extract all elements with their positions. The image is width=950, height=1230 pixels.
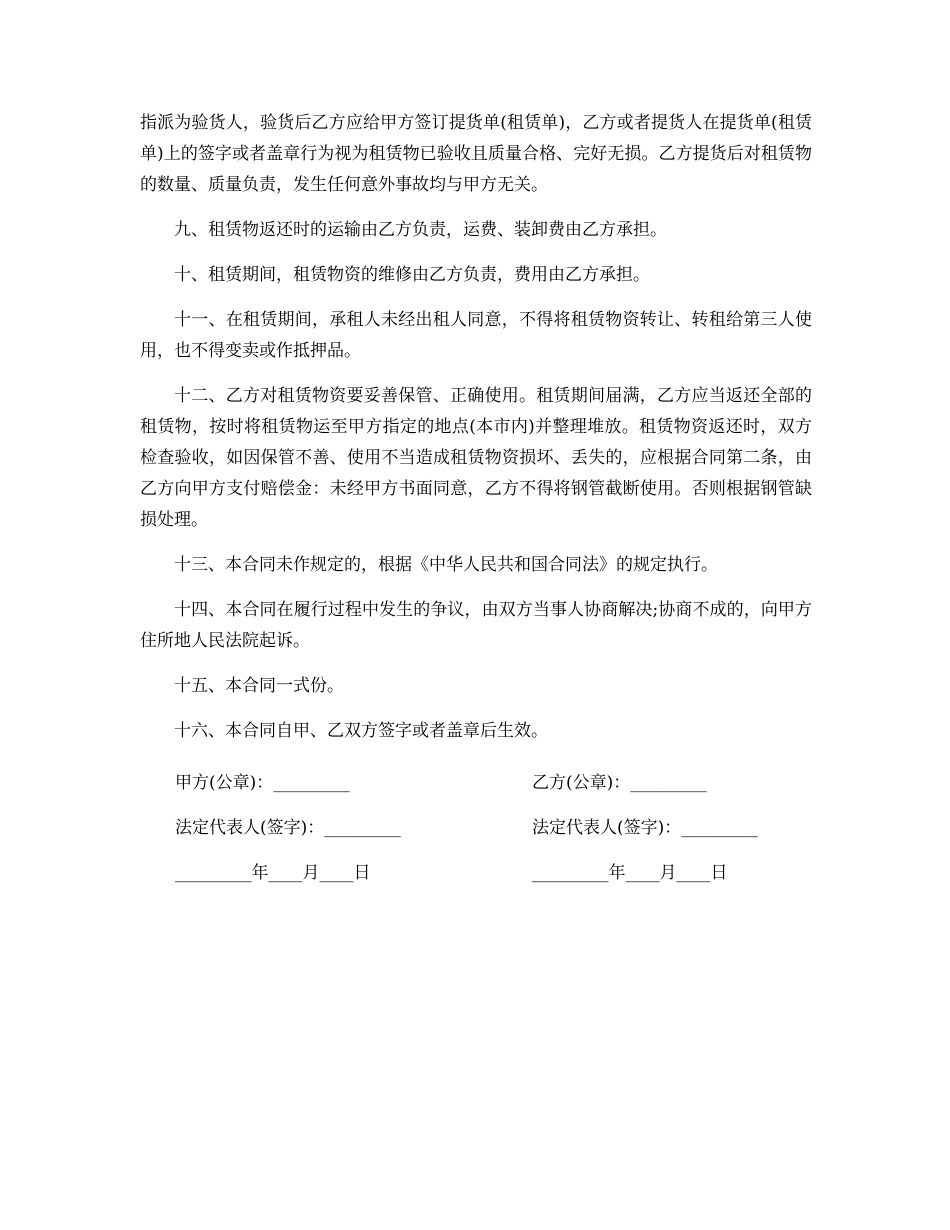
paragraph-inspection: 指派为验货人，验货后乙方应给甲方签订提货单(租赁单)，乙方或者提货人在提货单(租赁单)上的签字或者盖章行为视为租赁物已验收且质量合格、完好无损。乙方提货后对租赁物的数量、质量负责，发生任何意外事故均与甲方无关。 [140, 113, 812, 195]
signature-block [175, 768, 815, 903]
paragraph-clause-11: 十一、在租赁期间，承租人未经出租人同意，不得将租赁物资转让、转租给第三人使用，也不得变卖或作抵押品。 [140, 310, 812, 361]
paragraph-clause-16: 十六、本合同自甲、乙双方签字或者盖章后生效。 [174, 721, 548, 741]
party-a-representative-field: 法定代表人(签字)：_________ [175, 818, 401, 838]
party-b-seal-field: 乙方(公章)：_________ [532, 773, 707, 793]
paragraph-clause-9: 九、租赁物返还时的运输由乙方负责，运费、装卸费由乙方承担。 [174, 220, 667, 240]
paragraph-clause-10: 十、租赁期间，租赁物资的维修由乙方负责，费用由乙方承担。 [174, 265, 650, 285]
party-a-seal-field: 甲方(公章)：_________ [175, 773, 350, 793]
party-a-date-field: _________年____月____日 [175, 863, 371, 883]
party-b-date-field: _________年____月____日 [532, 863, 728, 883]
paragraph-clause-12: 十二、乙方对租赁物资要妥善保管、正确使用。租赁期间届满，乙方应当返还全部的租赁物，按时将租赁物运至甲方指定的地点(本市内)并整理堆放。租赁物资返还时，双方检查验收，如因保管不善、使用不当造成租赁物资损坏、丢失的，应根据合同第二条，由乙方向甲方支付赔偿金：未经甲方书面同意，乙方不得将钢管截断使用。否则根据钢管缺损处理。 [140, 386, 812, 530]
paragraph-clause-13: 十三、本合同未作规定的，根据《中华人民共和国合同法》的规定执行。 [174, 555, 718, 575]
paragraph-clause-14: 十四、本合同在履行过程中发生的争议，由双方当事人协商解决;协商不成的，向甲方住所地人民法院起诉。 [140, 600, 812, 651]
party-b-representative-field: 法定代表人(签字)：_________ [532, 818, 758, 838]
seal-row [175, 768, 815, 813]
contract-body [140, 108, 812, 761]
date-row [175, 858, 815, 903]
representative-row [175, 813, 815, 858]
paragraph-clause-15: 十五、本合同一式份。 [174, 676, 344, 696]
